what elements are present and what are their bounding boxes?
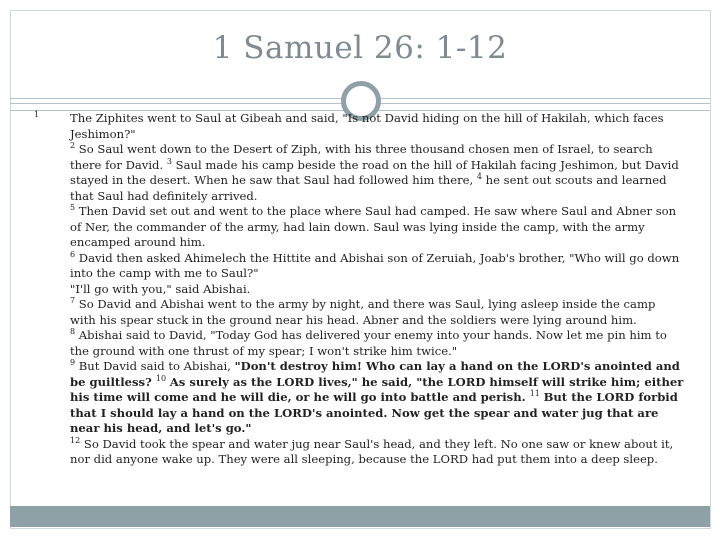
verse-12: $^{12}$ So David took the spear and water jug near Saul's head, and they left. No one saw or knew about it, nor did anyone wake up. They were all sleeping, because the LORD had put them into a deep sleep. — [70, 435, 674, 466]
verse-6: $^6$ David then asked Ahimelech the Hittite and Abishai son of Zeruiah, Joab's brother, "Who will go down into the camp with me to Saul?" — [70, 249, 680, 280]
slide-title: 1 Samuel 26: 1-12 — [212, 30, 508, 66]
verse-7: $^7$ So David and Abishai went to the army by night, and there was Saul, lying asleep inside the camp with his spear stuck in the ground near his head. Abner and the soldiers were lying around him. — [70, 296, 656, 327]
verse-9-10-11: $^9$ But David said to Abishai, "Don't destroy him! Who can lay a hand on the LORD's anointed and be guiltless? $^{10}$ As surely as the LORD lives," he said, "the LORD himself will strike him; either his time will come and he will die, or he will go into battle and perish. $^{11}$ But the LORD forbid that I should lay a hand on the LORD's anointed. Now get the spear and water jug that are near his head, and let's go." — [70, 358, 684, 435]
footer-bar — [10, 506, 710, 527]
scripture-text — [34, 111, 684, 468]
verse-6-reply: "I'll go with you," said Abishai. — [70, 281, 251, 296]
verse-8: $^8$ Abishai said to David, "Today God has delivered your enemy into your hands. Now let me pin him to the ground with one thrust of my spear; I won't strike him twice." — [70, 327, 667, 358]
verse-2-3-4: $^2$ So Saul went down to the Desert of Ziph, with his three thousand chosen men of Israel, to search there for David. $^3$ Saul made his camp beside the road on the hill of Hakilah facing Jeshimon, but David stayed in the desert. When he saw that Saul had followed him there, $^4$ he sent out scouts and learned that Saul had definitely arrived. — [70, 141, 679, 203]
verse-1: $^1$ The Ziphites went to Saul at Gibeah and said, "Is not David hiding on the hill of Hakilah, which faces Jeshimon?" — [34, 110, 664, 141]
verse-5: $^5$ Then David set out and went to the place where Saul had camped. He saw where Saul and Abner son of Ner, the commander of the army, had lain down. Saul was lying inside the camp, with the army encamped around him. — [70, 203, 677, 249]
